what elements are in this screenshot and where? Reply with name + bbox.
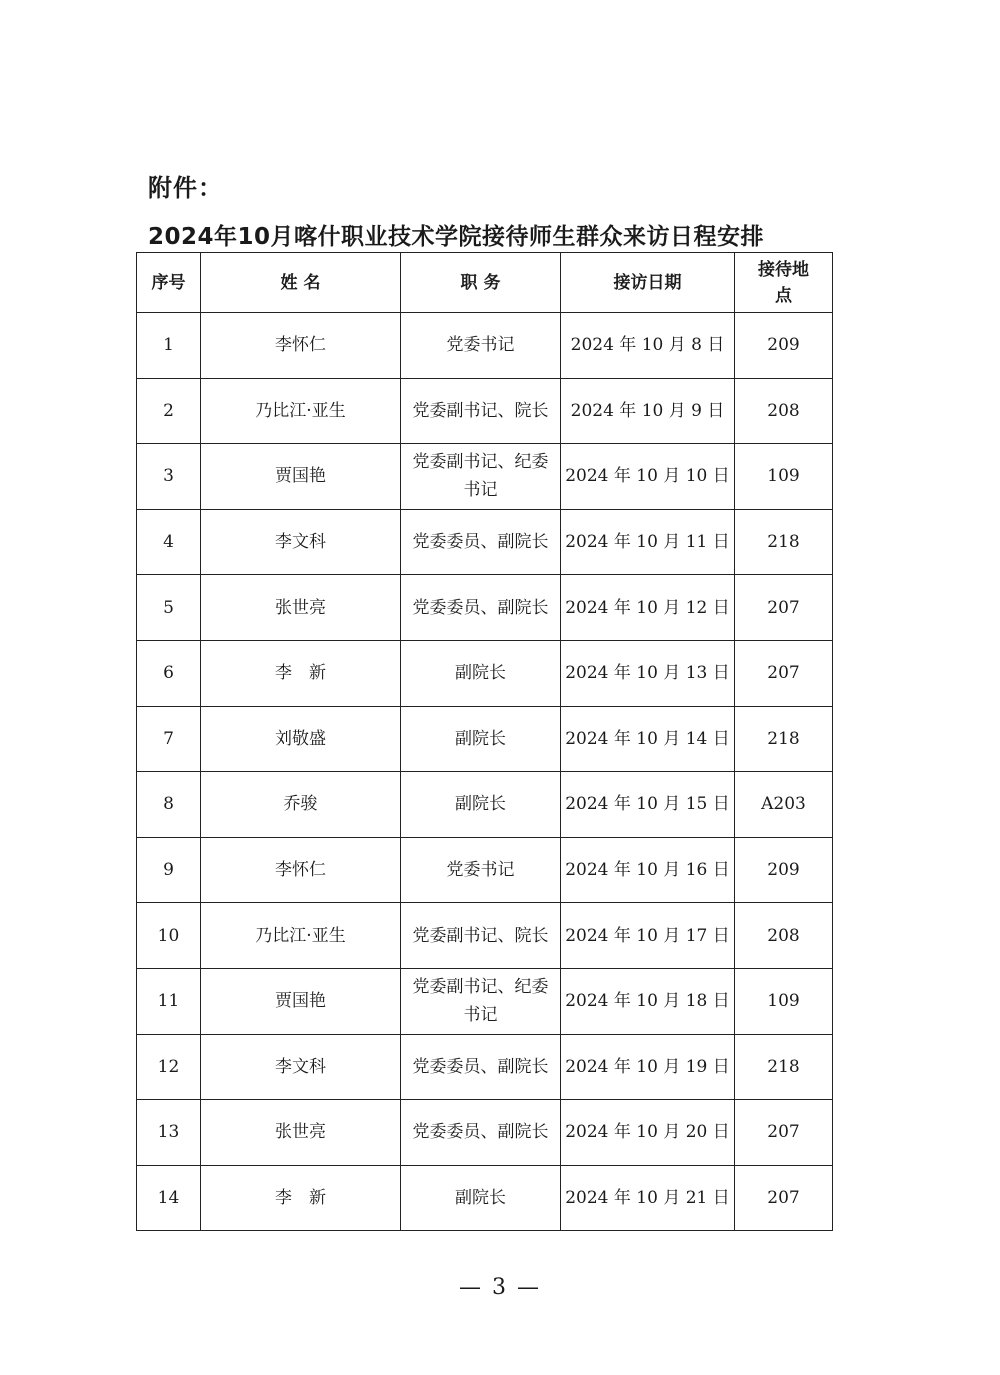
cell-date: 2024 年 10 月 19 日 (561, 1034, 735, 1100)
role-text: 党委委员、副院长 (412, 1122, 549, 1143)
cell-role (401, 837, 561, 903)
cell-role (401, 772, 561, 838)
role-text: 党委书记 (446, 335, 515, 356)
role-text: 党委委员、副院长 (412, 532, 549, 553)
cell-role (401, 903, 561, 969)
cell-no: 9 (137, 837, 201, 903)
cell-date: 2024 年 10 月 15 日 (561, 772, 735, 838)
cell-name: 乃比江·亚生 (201, 378, 401, 444)
cell-place: 207 (735, 640, 833, 706)
cell-place: 208 (735, 903, 833, 969)
cell-place: 207 (735, 575, 833, 641)
cell-place: 207 (735, 1165, 833, 1231)
cell-no: 13 (137, 1100, 201, 1166)
table-row (137, 706, 833, 772)
cell-role (401, 640, 561, 706)
role-text: 党委副书记、纪委书记 (412, 452, 549, 501)
cell-place: 209 (735, 837, 833, 903)
cell-no: 7 (137, 706, 201, 772)
role-text: 党委副书记、院长 (412, 400, 549, 421)
header-date: 接访日期 (561, 253, 735, 313)
cell-role (401, 706, 561, 772)
cell-name: 张世亮 (201, 1100, 401, 1166)
cell-role (401, 1165, 561, 1231)
cell-date: 2024 年 10 月 12 日 (561, 575, 735, 641)
cell-name: 李怀仁 (201, 313, 401, 379)
cell-date: 2024 年 10 月 16 日 (561, 837, 735, 903)
cell-date: 2024 年 10 月 11 日 (561, 509, 735, 575)
cell-role (401, 1100, 561, 1166)
table-row (137, 509, 833, 575)
table-row (137, 575, 833, 641)
cell-no: 1 (137, 313, 201, 379)
cell-name: 张世亮 (201, 575, 401, 641)
schedule-table (136, 252, 833, 1231)
role-text: 党委委员、副院长 (412, 1056, 549, 1077)
cell-name: 李 新 (201, 1165, 401, 1231)
annex-label: 附件： (148, 174, 223, 202)
cell-name: 李文科 (201, 1034, 401, 1100)
table-row (137, 968, 833, 1034)
cell-no: 11 (137, 968, 201, 1034)
cell-role (401, 509, 561, 575)
cell-name: 李怀仁 (201, 837, 401, 903)
table-row (137, 1165, 833, 1231)
cell-name: 刘敬盛 (201, 706, 401, 772)
table-row (137, 378, 833, 444)
role-text: 党委书记 (446, 860, 515, 881)
cell-no: 8 (137, 772, 201, 838)
cell-date: 2024 年 10 月 21 日 (561, 1165, 735, 1231)
table-row (137, 1100, 833, 1166)
role-text: 党委副书记、纪委书记 (412, 977, 549, 1026)
cell-name: 乃比江·亚生 (201, 903, 401, 969)
cell-place: 218 (735, 509, 833, 575)
role-text: 副院长 (455, 1188, 506, 1209)
cell-name: 贾国艳 (201, 968, 401, 1034)
role-text: 副院长 (455, 728, 506, 749)
cell-place: A203 (735, 772, 833, 838)
cell-role (401, 1034, 561, 1100)
page-number: — 3 — (459, 1275, 541, 1300)
table-row (137, 903, 833, 969)
role-text: 党委委员、副院长 (412, 597, 549, 618)
table-row (137, 444, 833, 510)
cell-place: 109 (735, 444, 833, 510)
cell-name: 乔骏 (201, 772, 401, 838)
cell-no: 6 (137, 640, 201, 706)
cell-date: 2024 年 10 月 10 日 (561, 444, 735, 510)
cell-place: 218 (735, 1034, 833, 1100)
cell-name: 贾国艳 (201, 444, 401, 510)
table-header-row (137, 253, 833, 313)
header-role: 职 务 (401, 253, 561, 313)
header-name: 姓 名 (201, 253, 401, 313)
header-place-text: 接待地点 (758, 259, 809, 306)
table-row (137, 837, 833, 903)
cell-role (401, 313, 561, 379)
table-row (137, 640, 833, 706)
role-text: 副院长 (455, 794, 506, 815)
cell-role (401, 968, 561, 1034)
role-text: 副院长 (455, 663, 506, 684)
cell-name: 李 新 (201, 640, 401, 706)
header-place (735, 253, 833, 313)
cell-role (401, 444, 561, 510)
cell-date: 2024 年 10 月 18 日 (561, 968, 735, 1034)
cell-no: 4 (137, 509, 201, 575)
cell-no: 14 (137, 1165, 201, 1231)
cell-no: 3 (137, 444, 201, 510)
cell-place: 109 (735, 968, 833, 1034)
cell-role (401, 378, 561, 444)
cell-no: 12 (137, 1034, 201, 1100)
cell-place: 218 (735, 706, 833, 772)
document-title: 2024年10月喀什职业技术学院接待师生群众来访日程安排 (148, 224, 765, 250)
role-text: 党委副书记、院长 (412, 925, 549, 946)
cell-date: 2024 年 10 月 13 日 (561, 640, 735, 706)
cell-place: 207 (735, 1100, 833, 1166)
cell-no: 2 (137, 378, 201, 444)
table-row (137, 313, 833, 379)
cell-date: 2024 年 10 月 20 日 (561, 1100, 735, 1166)
cell-no: 5 (137, 575, 201, 641)
cell-date: 2024 年 10 月 8 日 (561, 313, 735, 379)
cell-date: 2024 年 10 月 9 日 (561, 378, 735, 444)
cell-role (401, 575, 561, 641)
header-no: 序号 (137, 253, 201, 313)
cell-name: 李文科 (201, 509, 401, 575)
table-row (137, 1034, 833, 1100)
cell-no: 10 (137, 903, 201, 969)
cell-date: 2024 年 10 月 17 日 (561, 903, 735, 969)
cell-place: 209 (735, 313, 833, 379)
cell-date: 2024 年 10 月 14 日 (561, 706, 735, 772)
table-row (137, 772, 833, 838)
cell-place: 208 (735, 378, 833, 444)
